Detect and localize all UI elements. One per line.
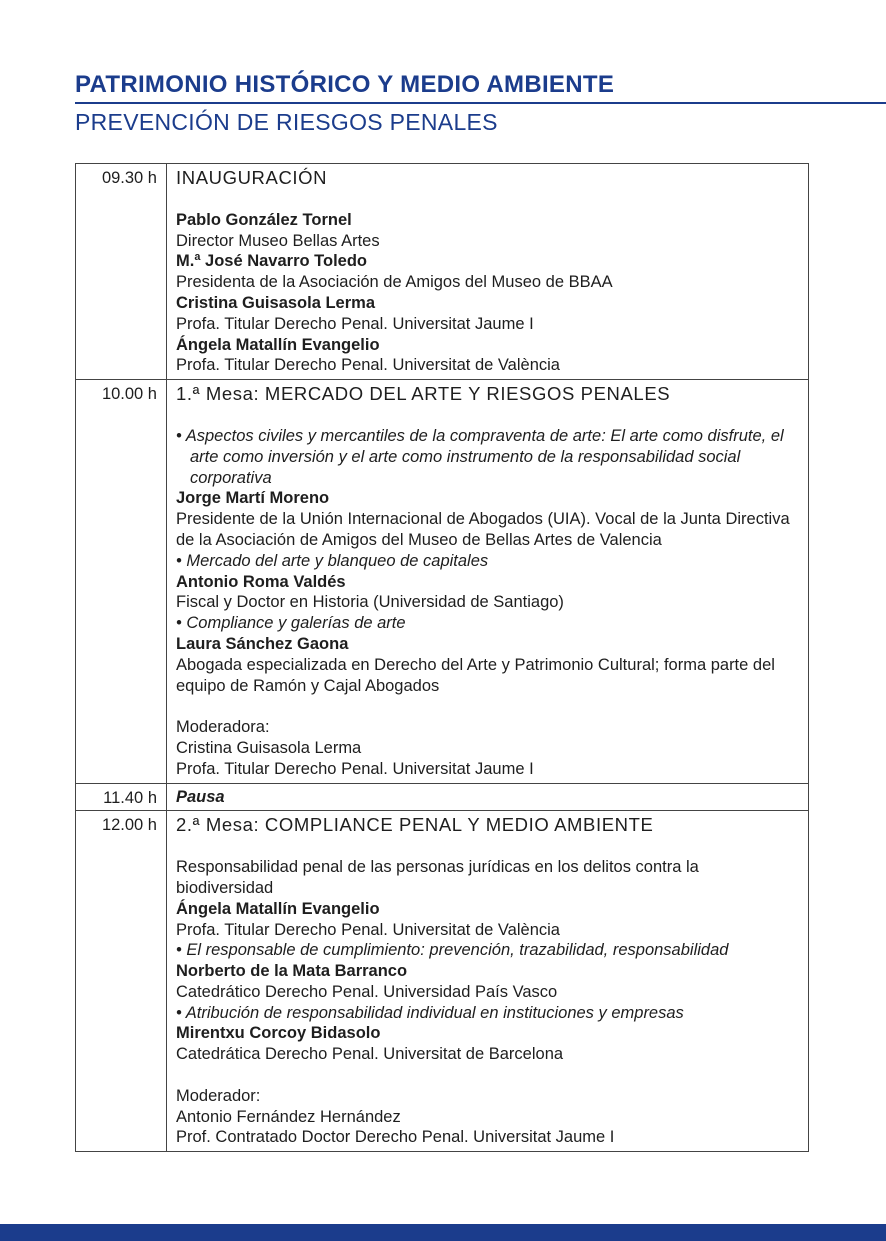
moderator-name: Antonio Fernández Hernández <box>176 1107 401 1126</box>
speaker-name: Jorge Martí Moreno <box>176 489 330 508</box>
moderator-name: Cristina Guisasola Lerma <box>176 738 362 757</box>
talk-title: • El responsable de cumplimiento: prevención, trazabilidad, responsabilidad <box>176 941 729 960</box>
moderator-label: Moderadora: <box>176 718 270 737</box>
speaker-name: Ángela Matallín Evangelio <box>176 899 380 918</box>
moderator-role: Profa. Titular Derecho Penal. Universitat Jaume I <box>176 759 534 778</box>
speaker-name: Ángela Matallín Evangelio <box>176 335 380 354</box>
speaker-role: Profa. Titular Derecho Penal. Universitat de València <box>176 920 560 939</box>
speaker-role: Catedrática Derecho Penal. Universitat de Barcelona <box>176 1045 564 1064</box>
speaker-role: Presidenta de la Asociación de Amigos del Museo de BBAA <box>176 273 613 292</box>
session-time: 11.40 h <box>76 783 167 811</box>
talk-title: • Mercado del arte y blanqueo de capitales <box>176 551 489 570</box>
page-subtitle: PREVENCIÓN DE RIESGOS PENALES <box>75 109 498 135</box>
page-title: PATRIMONIO HISTÓRICO Y MEDIO AMBIENTE <box>75 71 615 98</box>
speaker-name: Pablo González Tornel <box>176 210 352 229</box>
speaker-name: Norberto de la Mata Barranco <box>176 962 408 981</box>
program-table <box>75 163 809 1152</box>
program-row-mesa-2 <box>76 811 809 1152</box>
speaker-role: Presidente de la Unión Internacional de Abogados (UIA). Vocal de la Junta Directiva de la Asociación de Amigos del Museo de Bellas Artes de Valencia <box>176 510 790 549</box>
speaker-name: Laura Sánchez Gaona <box>176 634 349 653</box>
speaker-role: Profa. Titular Derecho Penal. Universitat Jaume I <box>176 314 534 333</box>
session-title: INAUGURACIÓN <box>176 167 328 188</box>
talk-title: • Atribución de responsabilidad individual en instituciones y empresas <box>176 1003 684 1022</box>
session-time: 09.30 h <box>76 164 167 380</box>
speaker-role: Profa. Titular Derecho Penal. Universitat de València <box>176 356 560 375</box>
speaker-role: Fiscal y Doctor en Historia (Universidad de Santiago) <box>176 593 564 612</box>
session-title: 2.ª Mesa: COMPLIANCE PENAL Y MEDIO AMBIENTE <box>176 814 654 836</box>
moderator-label: Moderador: <box>176 1086 261 1105</box>
session-content <box>167 380 809 783</box>
moderator-role: Prof. Contratado Doctor Derecho Penal. Universitat Jaume I <box>176 1128 615 1147</box>
session-content <box>167 811 809 1152</box>
program-row-inauguracion <box>76 164 809 380</box>
session-content <box>167 164 809 380</box>
session-content <box>167 783 809 811</box>
session-time: 10.00 h <box>76 380 167 783</box>
talk-title: • Aspectos civiles y mercantiles de la compraventa de arte: El arte como disfrute, el arte como inversión y el arte como instrumento de la responsabilidad social corporativa <box>176 426 784 487</box>
speaker-role: Director Museo Bellas Artes <box>176 231 380 250</box>
speaker-role: Catedrático Derecho Penal. Universidad País Vasco <box>176 982 558 1001</box>
session-time: 12.00 h <box>76 811 167 1152</box>
speaker-role: Abogada especializada en Derecho del Arte y Patrimonio Cultural; forma parte del equipo de Ramón y Cajal Abogados <box>176 655 775 695</box>
footer-bar <box>0 1224 886 1241</box>
program-row-mesa-1 <box>76 380 809 783</box>
speaker-name: Antonio Roma Valdés <box>176 572 346 591</box>
talk-title: Responsabilidad penal de las personas jurídicas en los delitos contra la biodiversidad <box>176 858 699 897</box>
speaker-name: Mirentxu Corcoy Bidasolo <box>176 1024 381 1043</box>
speaker-name: M.ª José Navarro Toledo <box>176 252 368 271</box>
title-divider <box>75 102 886 104</box>
program-row-pausa <box>76 783 809 811</box>
talk-title: • Compliance y galerías de arte <box>176 614 406 633</box>
speaker-name: Cristina Guisasola Lerma <box>176 293 375 312</box>
break-label: Pausa <box>176 787 225 806</box>
session-title: 1.ª Mesa: MERCADO DEL ARTE Y RIESGOS PENALES <box>176 383 671 405</box>
